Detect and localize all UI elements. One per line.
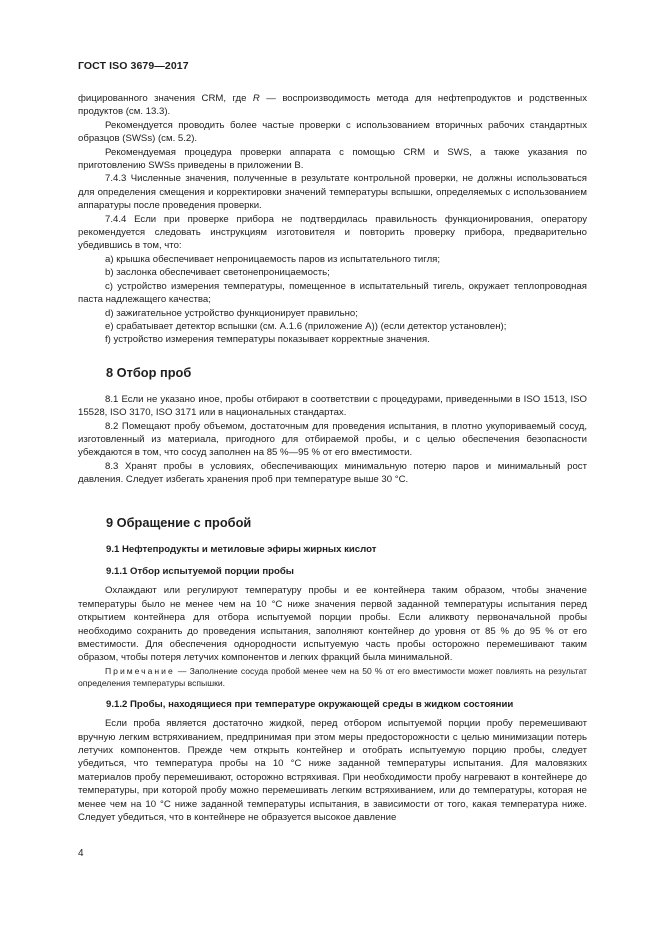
list-item: b) заслонка обеспечивает светонепроницаемость; [105,267,330,279]
subsection-9-1-2-title: 9.1.2 Пробы, находящиеся при температуре окружающей среды в жидком состоянии [106,698,514,710]
clause-7-4-4: 7.4.4 Если при проверке прибора не подтвердилась правильность функционирования, оператору рекомендуется следовать инструкциям изготовителя и повторить проверку прибора, предварительно убедившись в том, что: [78,213,587,252]
page-content [78,92,587,824]
clause-8-1: 8.1 Если не указано иное, пробы отбирают в соответствии с процедурами, приведенными в ISO 1513, ISO 15528, ISO 3170, ISO 3171 или в национальных стандартах. [78,393,587,419]
clause-7-4-3: 7.4.3 Численные значения, полученные в результате контрольной проверки, не должны использоваться для определения смещения и корректировки значений температуры вспышки, определяемых с использованием аппаратуры после проведения проверки. [78,173,587,212]
list-item: е) срабатывает детектор вспышки (см. А.1.6 (приложение А)) (если детектор установлен); [105,320,507,332]
clause-8-2: 8.2 Помещают пробу объемом, достаточным для проведения испытания, в плотно укупориваемый сосуд, изготовленный из материала, пригодного для отбираемой пробы, и с целью обеспечения безопасности убеждаются в том, что сосуд заполнен на 85 %—95 % от его вместимости. [78,420,587,459]
subsection-9-1-1-title: 9.1.1 Отбор испытуемой порции пробы [106,565,294,577]
page-number: 4 [78,848,84,859]
note-text: — Заполнение сосуда пробой менее чем на 50 % от его вместимости может повлиять на результат определения температуры вспышки. [78,665,587,688]
paragraph: Рекомендуется проводить более частые проверки с использованием вторичных рабочих стандартных образцов (SWSs) (см. 5.2). [78,119,587,145]
clause-9-1-1-text: Охлаждают или регулируют температуру пробы и ее контейнера таким образом, чтобы значение температуры было не менее чем на 10 °С ниже значения первой заданной температуры испытания перед открытием контейнера для отбора испытуемой порции пробы. Если аликвоту первоначальной пробы необходимо сохранить до проведения испытания, заполняют контейнер до уровня от 85 % до 95 % от его вместимости. Для обеспечения однородности испытуемую часть пробы осторожно перемешивают таким образом, чтобы потеря летучих компонентов и легких фракций была минимальной. [78,585,587,664]
note-label: Примечание [105,665,175,676]
paragraph: Рекомендуемая процедура проверки аппарата с помощью CRM и SWS, а также указания по приготовлению SWSs приведены в приложении В. [78,146,587,172]
clause-9-1-2-text: Если проба является достаточно жидкой, перед отбором испытуемой порции пробу перемешивают вручную легким встряхиванием, предпринимая при этом меры предосторожности с целью минимизации потерь летучих компонентов. Прежде чем открыть контейнер и отобрать испытуемую порцию пробы, следует убедиться, что температура пробы на 10 °С ниже заданной температуры испытания. Для маловязких материалов пробу перемешивают, осторожно встряхивая. При необходимости пробу нагревают в контейнере до температуры, при которой пробу можно перемешивать легким встряхиванием, или до температуры, которая не менее чем на 10 °С ниже заданной температуры испытания, в зависимости от того, какая температура ниже. Следует убедиться, что в контейнере не образуется высокое давление [78,718,587,824]
document-header: ГОСТ ISO 3679—2017 [78,60,189,72]
section-9-title: 9 Обращение с пробой [106,514,252,530]
list-item: с) устройство измерения температуры, помещенное в испытательный тигель, окружает теплопроводная паста надлежащего качества; [78,280,587,306]
list-item: d) зажигательное устройство функционирует правильно; [105,307,358,319]
paragraph: фицированного значения CRM, где R — воспроизводимость метода для нефтепродуктов и родственных продуктов (см. 13.3). [78,93,587,118]
clause-8-3: 8.3 Хранят пробы в условиях, обеспечивающих минимальную потерю паров и минимальный рост давления. Следует избегать хранения проб при температуре выше 30 °С. [78,460,587,486]
note [78,665,587,689]
list-item: а) крышка обеспечивает непроницаемость паров из испытательного тигля; [105,253,441,265]
section-8-title: 8 Отбор проб [106,364,192,380]
subsection-9-1-title: 9.1 Нефтепродукты и метиловые эфиры жирных кислот [106,543,377,555]
list-item: f) устройство измерения температуры показывает корректные значения. [105,334,430,346]
